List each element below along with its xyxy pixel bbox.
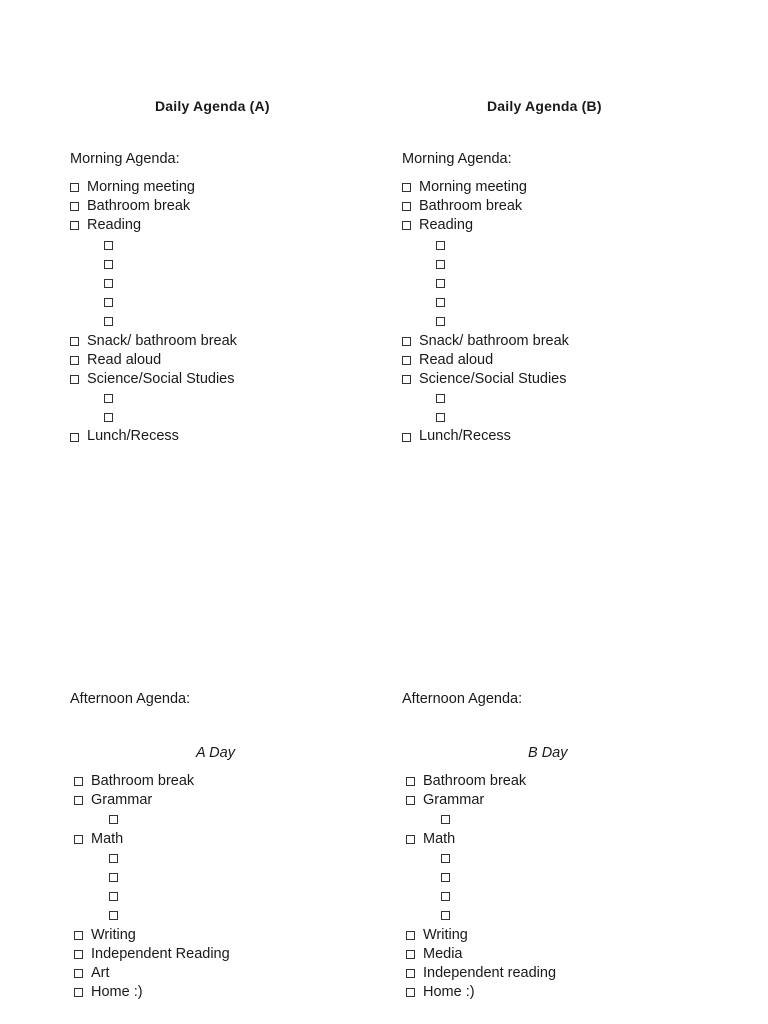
checklist-subitem — [74, 810, 230, 829]
checklist-item-label: Independent reading — [423, 964, 557, 981]
checkbox-icon[interactable] — [406, 988, 415, 997]
checklist-item-label: Math — [423, 830, 456, 847]
checklist-item — [402, 216, 569, 235]
checklist-item-label: Reading — [87, 217, 142, 234]
checkbox-icon[interactable] — [402, 183, 411, 192]
checklist-item — [402, 427, 569, 446]
morning-checklist — [70, 178, 237, 447]
checkbox-icon[interactable] — [436, 394, 445, 403]
checkbox-icon[interactable] — [436, 298, 445, 307]
checkbox-icon[interactable] — [441, 873, 450, 882]
checkbox-icon[interactable] — [441, 815, 450, 824]
checklist-item-label: Art — [91, 964, 110, 981]
checklist-item — [406, 830, 556, 849]
checklist-subitem — [402, 293, 569, 312]
checkbox-icon[interactable] — [406, 796, 415, 805]
checklist-item — [70, 370, 237, 389]
checkbox-icon[interactable] — [109, 892, 118, 901]
checklist-item — [406, 964, 556, 983]
checklist-subitem — [402, 274, 569, 293]
checklist-item-label: Snack/ bathroom break — [87, 332, 237, 349]
checklist-subitem — [402, 312, 569, 331]
checklist-item-label: Math — [91, 830, 124, 847]
checklist-item — [70, 332, 237, 351]
checklist-subitem — [406, 887, 556, 906]
agenda-title: Daily Agenda (A) — [155, 98, 270, 114]
checklist-item — [70, 216, 237, 235]
checklist-subitem — [70, 255, 237, 274]
checklist-item-label: Bathroom break — [91, 773, 195, 789]
checklist-item — [406, 945, 556, 964]
checklist-subitem — [74, 906, 230, 925]
afternoon-checklist — [74, 772, 230, 1002]
checklist-subitem — [406, 868, 556, 887]
agenda-title: Daily Agenda (B) — [487, 98, 602, 114]
checklist-item — [402, 178, 569, 197]
checkbox-icon[interactable] — [74, 796, 83, 805]
checkbox-icon[interactable] — [74, 950, 83, 959]
checklist-subitem — [402, 408, 569, 427]
checkbox-icon[interactable] — [406, 777, 415, 786]
checklist-item-label: Science/Social Studies — [419, 370, 567, 387]
checklist-subitem — [70, 389, 237, 408]
checklist-item-label: Grammar — [423, 792, 485, 809]
checkbox-icon[interactable] — [436, 317, 445, 326]
checklist-item-label: Bathroom break — [87, 198, 191, 215]
checklist-subitem — [402, 389, 569, 408]
checkbox-icon[interactable] — [70, 375, 79, 384]
checklist-item-label: Independent Reading — [91, 945, 230, 962]
checklist-subitem — [70, 312, 237, 331]
checklist-subitem — [70, 408, 237, 427]
checkbox-icon[interactable] — [402, 375, 411, 384]
checklist-subitem — [402, 236, 569, 255]
checklist-item — [402, 370, 569, 389]
checkbox-icon[interactable] — [436, 279, 445, 288]
checklist-item — [74, 830, 230, 849]
checklist-item-label: Science/Social Studies — [87, 370, 235, 387]
checkbox-icon[interactable] — [441, 854, 450, 863]
checklist-item-label: Media — [423, 945, 463, 962]
checklist-subitem — [70, 274, 237, 293]
checklist-subitem — [70, 293, 237, 312]
checkbox-icon[interactable] — [74, 969, 83, 978]
checklist-item — [402, 197, 569, 216]
day-label: B Day — [528, 745, 568, 761]
checklist-item — [70, 351, 237, 370]
checkbox-icon[interactable] — [70, 433, 79, 442]
checkbox-icon[interactable] — [406, 969, 415, 978]
checklist-item-label: Reading — [419, 217, 474, 234]
checklist-subitem — [74, 868, 230, 887]
checkbox-icon[interactable] — [441, 911, 450, 920]
checklist-subitem — [402, 255, 569, 274]
checklist-item — [406, 983, 556, 1002]
checkbox-icon[interactable] — [402, 356, 411, 365]
checklist-item-label: Writing — [91, 926, 136, 943]
checklist-item — [70, 197, 237, 216]
morning-checklist — [402, 178, 569, 447]
checklist-item-label: Read aloud — [419, 351, 494, 368]
checkbox-icon[interactable] — [109, 854, 118, 863]
checklist-item — [74, 945, 230, 964]
checklist-item — [406, 772, 556, 791]
checkbox-icon[interactable] — [104, 260, 113, 269]
checklist-subitem — [406, 906, 556, 925]
checklist-item-label: Lunch/Recess — [87, 428, 179, 445]
checklist-item-label: Snack/ bathroom break — [419, 332, 569, 349]
checkbox-icon[interactable] — [74, 777, 83, 786]
checklist-item — [70, 427, 237, 446]
checkbox-icon[interactable] — [436, 260, 445, 269]
checklist-subitem — [406, 849, 556, 868]
checklist-item — [74, 772, 230, 791]
checklist-item-label: Home :) — [423, 984, 475, 1001]
checklist-item-label: Bathroom break — [423, 773, 527, 789]
checkbox-icon[interactable] — [74, 835, 83, 844]
checklist-item — [74, 791, 230, 810]
afternoon-agenda-label: Afternoon Agenda: — [402, 691, 523, 707]
checkbox-icon[interactable] — [70, 337, 79, 346]
checklist-item-label: Home :) — [91, 984, 143, 1001]
checklist-item — [402, 332, 569, 351]
checklist-subitem — [74, 849, 230, 868]
checkbox-icon[interactable] — [104, 241, 113, 250]
checkbox-icon[interactable] — [402, 221, 411, 230]
afternoon-agenda-label: Afternoon Agenda: — [70, 691, 191, 707]
checkbox-icon[interactable] — [70, 183, 79, 192]
morning-agenda-label: Morning Agenda: — [402, 151, 512, 167]
checklist-item — [74, 964, 230, 983]
checkbox-icon[interactable] — [74, 988, 83, 997]
checkbox-icon[interactable] — [74, 931, 83, 940]
afternoon-checklist — [406, 772, 556, 1002]
checkbox-icon[interactable] — [436, 241, 445, 250]
checklist-item — [402, 351, 569, 370]
checklist-subitem — [70, 236, 237, 255]
checklist-item-label: Read aloud — [87, 351, 162, 368]
checkbox-icon[interactable] — [402, 337, 411, 346]
checkbox-icon[interactable] — [109, 815, 118, 824]
checklist-item — [74, 926, 230, 945]
checkbox-icon[interactable] — [406, 931, 415, 940]
checklist-item — [406, 791, 556, 810]
checkbox-icon[interactable] — [406, 950, 415, 959]
checkbox-icon[interactable] — [402, 202, 411, 211]
checklist-item-label: Morning meeting — [87, 179, 195, 195]
checkbox-icon[interactable] — [441, 892, 450, 901]
checkbox-icon[interactable] — [109, 911, 118, 920]
checkbox-icon[interactable] — [70, 202, 79, 211]
checklist-item — [74, 983, 230, 1002]
checklist-item — [406, 926, 556, 945]
checkbox-icon[interactable] — [70, 221, 79, 230]
checklist-subitem — [74, 887, 230, 906]
checklist-item-label: Bathroom break — [419, 198, 523, 215]
checklist-subitem — [406, 810, 556, 829]
day-label: A Day — [196, 745, 235, 761]
checkbox-icon[interactable] — [436, 413, 445, 422]
checkbox-icon[interactable] — [104, 394, 113, 403]
checklist-item-label: Grammar — [91, 792, 153, 809]
checkbox-icon[interactable] — [402, 433, 411, 442]
checklist-item-label: Lunch/Recess — [419, 428, 511, 445]
checkbox-icon[interactable] — [406, 835, 415, 844]
checkbox-icon[interactable] — [104, 413, 113, 422]
checkbox-icon[interactable] — [104, 279, 113, 288]
checkbox-icon[interactable] — [109, 873, 118, 882]
checklist-item — [70, 178, 237, 197]
checklist-item-label: Morning meeting — [419, 179, 527, 195]
checkbox-icon[interactable] — [104, 317, 113, 326]
checklist-item-label: Writing — [423, 926, 468, 943]
checkbox-icon[interactable] — [70, 356, 79, 365]
checkbox-icon[interactable] — [104, 298, 113, 307]
morning-agenda-label: Morning Agenda: — [70, 151, 180, 167]
